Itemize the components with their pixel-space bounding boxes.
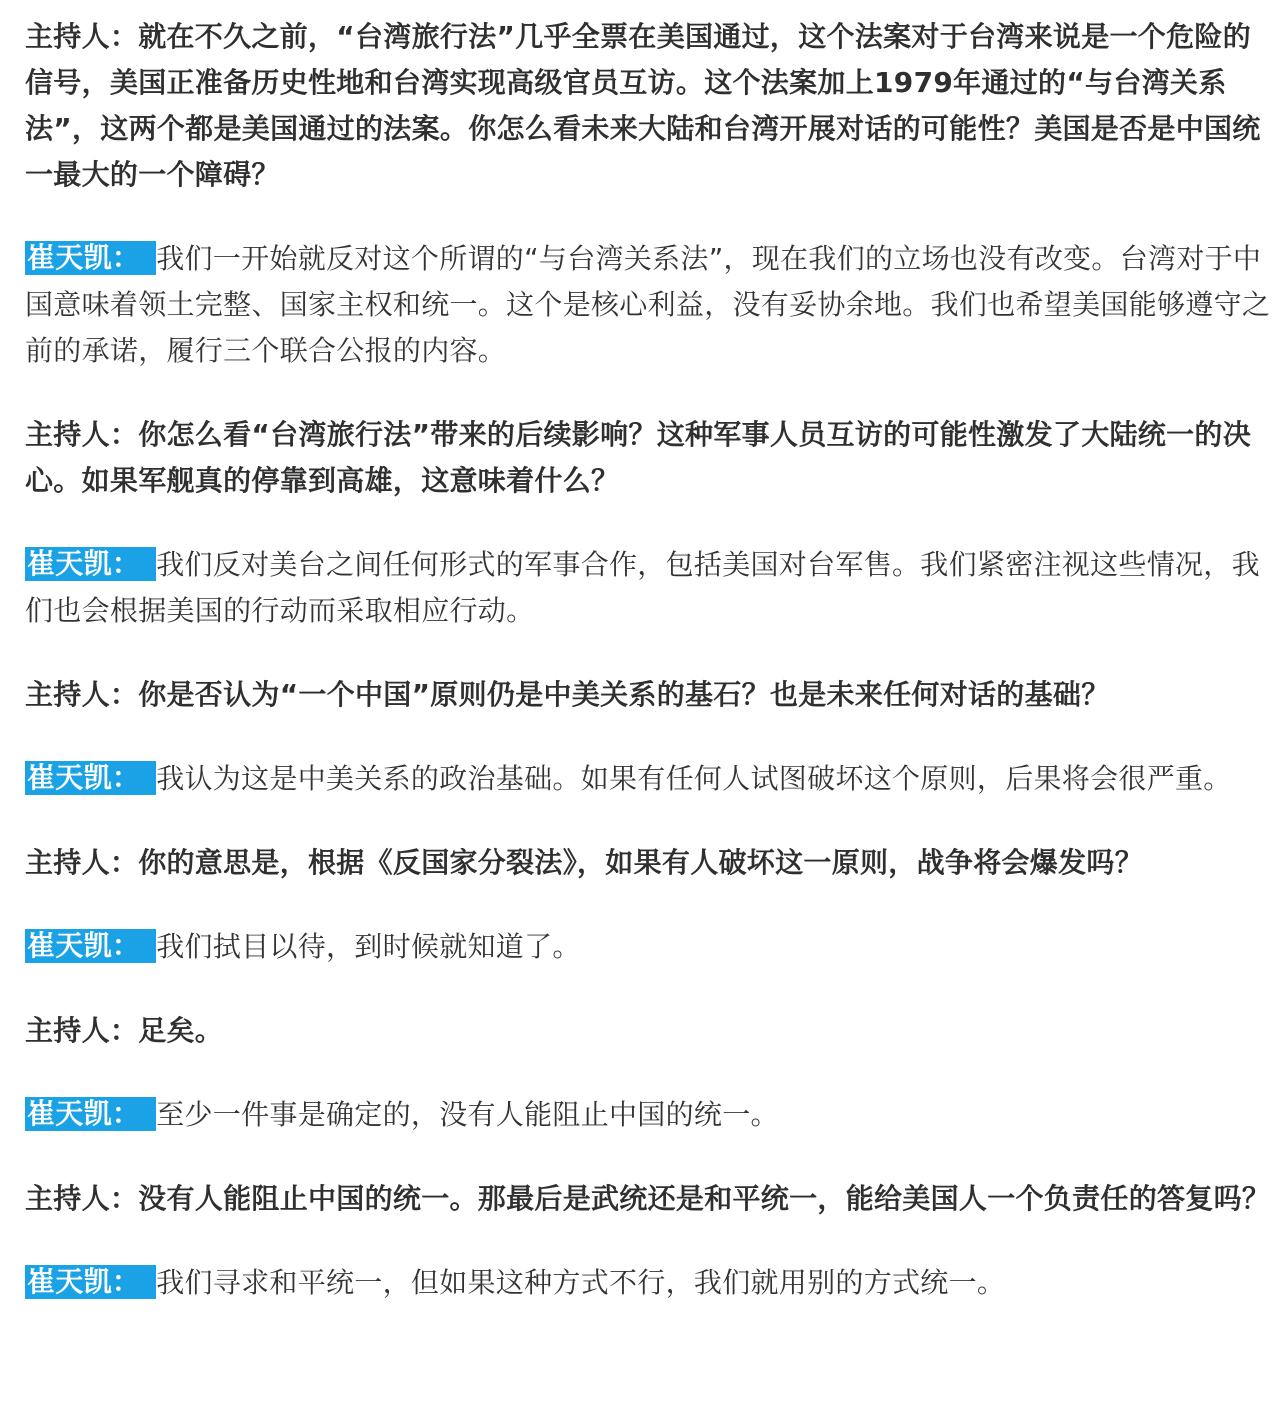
interview-transcript <box>25 14 1275 1344</box>
host-question-3 <box>25 672 1275 718</box>
host-speaker-label: 主持人： <box>25 418 139 451</box>
host-speaker-label: 主持人： <box>25 20 139 53</box>
host-question-text: 没有人能阻止中国的统一。那最后是武统还是和平统一，能给美国人一个负责任的答复吗？ <box>138 1182 1271 1215</box>
guest-speaker-label: 崔天凯： <box>25 929 156 963</box>
guest-speaker-label: 崔天凯： <box>25 761 156 795</box>
host-question-2 <box>25 412 1275 504</box>
guest-speaker-label: 崔天凯： <box>25 241 156 275</box>
guest-answer-text: 我们拭目以待，到时候就知道了。 <box>156 930 581 963</box>
host-question-text: 足矣。 <box>138 1014 224 1047</box>
guest-answer-text: 至少一件事是确定的，没有人能阻止中国的统一。 <box>156 1098 779 1131</box>
guest-answer-text: 我们反对美台之间任何形式的军事合作，包括美国对台军售。我们紧密注视这些情况，我们也会根据美国的行动而采取相应行动。 <box>25 548 1260 627</box>
guest-answer-6 <box>25 1260 1275 1306</box>
host-question-text: 你是否认为“一个中国”原则仍是中美关系的基石？也是未来任何对话的基础？ <box>138 678 1110 711</box>
guest-answer-2 <box>25 542 1275 634</box>
host-speaker-label: 主持人： <box>25 678 139 711</box>
guest-answer-3 <box>25 756 1275 802</box>
host-question-text: 你怎么看“台湾旅行法”带来的后续影响？这种军事人员互访的可能性激发了大陆统一的决心。如果军舰真的停靠到高雄，这意味着什么？ <box>25 418 1252 497</box>
host-speaker-label: 主持人： <box>25 1182 139 1215</box>
host-speaker-label: 主持人： <box>25 846 139 879</box>
host-question-text: 就在不久之前，“台湾旅行法”几乎全票在美国通过，这个法案对于台湾来说是一个危险的信号，美国正准备历史性地和台湾实现高级官员互访。这个法案加上1979年通过的“与台湾关系法”，这两个都是美国通过的法案。你怎么看未来大陆和台湾开展对话的可能性？美国是否是中国统一最大的一个障碍？ <box>25 20 1261 191</box>
host-question-text: 你的意思是，根据《反国家分裂法》，如果有人破坏这一原则，战争将会爆发吗？ <box>138 846 1144 879</box>
guest-answer-text: 我们一开始就反对这个所谓的“与台湾关系法”，现在我们的立场也没有改变。台湾对于中国意味着领土完整、国家主权和统一。这个是核心利益，没有妥协余地。我们也希望美国能够遵守之前的承诺，履行三个联合公报的内容。 <box>25 242 1271 367</box>
guest-answer-5 <box>25 1092 1275 1138</box>
guest-answer-text: 我们寻求和平统一，但如果这种方式不行，我们就用别的方式统一。 <box>156 1266 1006 1299</box>
guest-speaker-label: 崔天凯： <box>25 1097 156 1131</box>
host-speaker-label: 主持人： <box>25 1014 139 1047</box>
host-question-1 <box>25 14 1275 198</box>
guest-speaker-label: 崔天凯： <box>25 547 156 581</box>
guest-speaker-label: 崔天凯： <box>25 1265 156 1299</box>
guest-answer-text: 我认为这是中美关系的政治基础。如果有任何人试图破坏这个原则，后果将会很严重。 <box>156 762 1232 795</box>
host-question-4 <box>25 840 1275 886</box>
host-question-5 <box>25 1008 1275 1054</box>
host-question-6 <box>25 1176 1275 1222</box>
guest-answer-4 <box>25 924 1275 970</box>
guest-answer-1 <box>25 236 1275 374</box>
